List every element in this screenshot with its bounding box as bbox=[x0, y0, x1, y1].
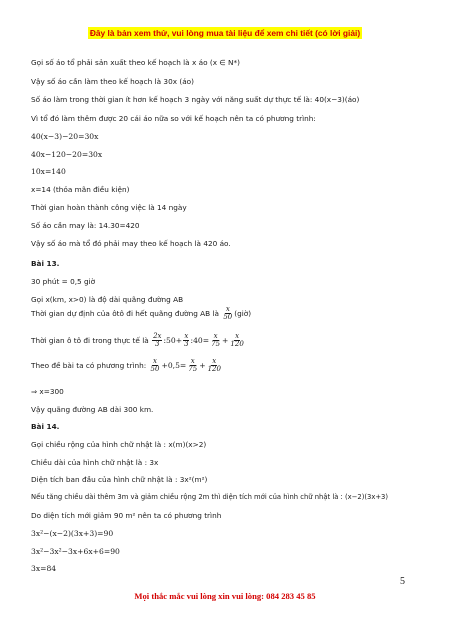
equation: 3x=84 bbox=[31, 564, 57, 573]
preview-banner: Đây là bản xem thử, vui lòng mua tài liệu để xem chi tiết (có lời giải) bbox=[89, 28, 361, 38]
section-heading: Bài 14. bbox=[31, 422, 60, 431]
text-line-with-fraction: Theo đề bài ta có phương trình: $\frac{x}{50}$ +0,5= $\frac{x}{75}$ + $\frac{x}{120}$ bbox=[31, 357, 221, 374]
equation: 40(x−3)−20=30x bbox=[31, 132, 99, 141]
text-line: Thời gian hoàn thành công việc là 14 ngày bbox=[31, 203, 187, 212]
text-line: Vậy quãng đường AB dài 300 km. bbox=[31, 405, 154, 414]
equation: 3x²−(x−2)(3x+3)=90 bbox=[31, 529, 114, 538]
fraction: $\frac{x}{75}$ bbox=[188, 357, 198, 374]
text-line: Do diện tích mới giảm 90 m² nên ta có phương trình bbox=[31, 511, 222, 520]
fraction: $\frac{x}{120}$ bbox=[230, 332, 244, 349]
text-line: Nếu tăng chiều dài thêm 3m và giảm chiều rộng 2m thì diện tích mới của hình chữ nhật là : (x−2)(3x+3) bbox=[31, 493, 389, 501]
text-line: Số áo làm trong thời gian ít hơn kế hoạch 3 ngày với năng suất dự thực tế là: 40(x−3)(áo) bbox=[31, 95, 360, 104]
section-heading: Bài 13. bbox=[31, 259, 60, 268]
page-number: 5 bbox=[400, 576, 405, 587]
text-line: Chiều dài của hình chữ nhật là : 3x bbox=[31, 458, 159, 467]
text-line-with-fraction: Thời gian dự định của ôtô đi hết quãng đường AB là $\frac{x}{50}$ (giờ) bbox=[31, 305, 252, 322]
text-line: Vì tổ đó làm thêm được 20 cái áo nữa so với kế hoạch nên ta có phương trình: bbox=[31, 114, 316, 123]
fraction: $\frac{2x}{3}$ bbox=[153, 332, 162, 349]
fraction: $\frac{x}{120}$ bbox=[207, 357, 221, 374]
footer-contact: Mọi thắc mắc vui lòng xin vui lòng: 084 283 45 85 bbox=[134, 591, 316, 601]
text-line: 30 phút = 0,5 giờ bbox=[31, 277, 96, 286]
equation: 3x²−3x²−3x+6x+6=90 bbox=[31, 547, 120, 556]
fraction: $\frac{x}{50}$ bbox=[150, 357, 160, 374]
text-line: Gọi số áo tổ phải sản xuất theo kế hoạch là x áo (x ∈ N*) bbox=[31, 58, 240, 67]
text-line: Gọi chiều rộng của hình chữ nhật là : x(m)(x>2) bbox=[31, 440, 207, 449]
equation: x=14 (thỏa mãn điều kiện) bbox=[31, 185, 130, 194]
text-line: Số áo cần may là: 14.30=420 bbox=[31, 221, 140, 230]
text-line: Vậy số áo mà tổ đó phải may theo kế hoạch là 420 áo. bbox=[31, 239, 231, 248]
text-line: Gọi x(km, x>0) là độ dài quãng đường AB bbox=[31, 295, 184, 304]
fraction: $\frac{x}{50}$ bbox=[223, 305, 233, 322]
text-line: ⇒ x=300 bbox=[31, 387, 64, 396]
text-line: Diện tích ban đầu của hình chữ nhật là : 3x²(m²) bbox=[31, 475, 208, 484]
fraction: $\frac{x}{3}$ bbox=[184, 332, 189, 349]
equation: 10x=140 bbox=[31, 167, 66, 176]
text-line-with-fraction: Thời gian ô tô đi trong thực tế là $\frac{2x}{3}$ :50+ $\frac{x}{3}$ :40= $\frac{x}{75}$ + $\frac{x}{120}$ bbox=[31, 332, 244, 349]
fraction: $\frac{x}{75}$ bbox=[211, 332, 221, 349]
equation: 40x−120−20=30x bbox=[31, 150, 103, 159]
text-line: Vậy số áo cần làm theo kế hoạch là 30x (áo) bbox=[31, 77, 194, 86]
